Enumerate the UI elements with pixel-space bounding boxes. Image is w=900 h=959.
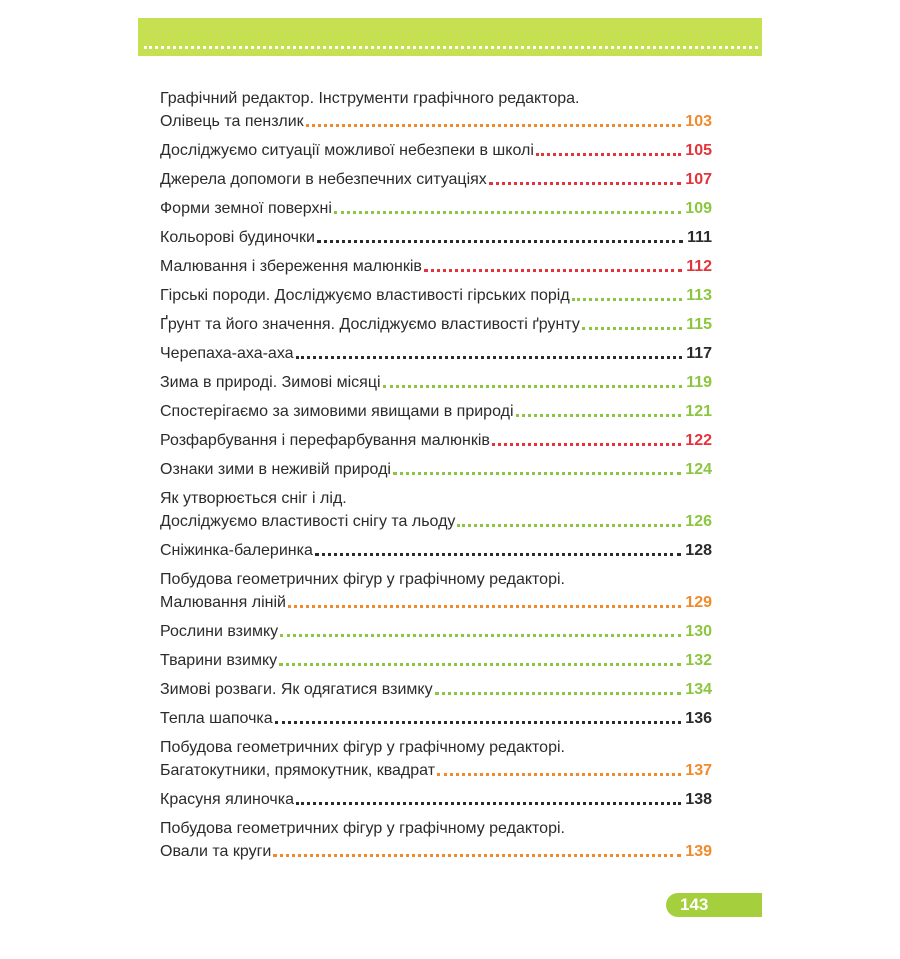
page-number: 143 [680, 895, 709, 914]
toc-entry-page: 119 [686, 374, 712, 391]
dot-leader [315, 553, 681, 556]
toc-entry [160, 534, 712, 563]
toc-entry-page: 137 [685, 762, 712, 779]
toc-entry [160, 88, 712, 134]
toc-entry [160, 615, 712, 644]
toc-entry-page: 107 [685, 171, 712, 188]
toc-entry-title: Зимові розваги. Як одягатися взимку [160, 681, 433, 698]
toc-entry-title-line: Побудова геометричних фігур у графічному редакторі. [160, 571, 565, 588]
toc-entry [160, 453, 712, 482]
toc-entry-title: Олівець та пензлик [160, 113, 304, 130]
toc-entry-page: 113 [686, 287, 712, 304]
toc-entry-page: 103 [685, 113, 712, 130]
toc-entry [160, 395, 712, 424]
toc-entry-title-line: Побудова геометричних фігур у графічному редакторі. [160, 820, 565, 837]
dot-leader [296, 356, 683, 359]
dot-leader [275, 721, 682, 724]
table-of-contents [160, 82, 712, 864]
page-number-badge [666, 893, 762, 917]
header-dotted-line [144, 46, 758, 49]
toc-entry-row [160, 395, 712, 424]
toc-entry-title: Спостерігаємо за зимовими явищами в природі [160, 403, 514, 420]
dot-leader [457, 524, 681, 527]
toc-entry-title: Багатокутники, прямокутник, квадрат [160, 762, 436, 779]
toc-entry-title: Досліджуємо ситуації можливої небезпеки в школі [160, 142, 534, 159]
toc-entry-title: Рослини взимку [160, 623, 279, 640]
toc-entry-page: 124 [685, 461, 712, 478]
toc-entry-title: Форми земної поверхні [160, 200, 332, 217]
dot-leader [536, 153, 681, 156]
toc-entry-page: 111 [687, 229, 712, 246]
toc-entry [160, 308, 712, 337]
toc-entry [160, 134, 712, 163]
toc-entry-title-line: Графічний редактор. Інструменти графічного редактора. [160, 90, 580, 107]
dot-leader [424, 269, 682, 272]
dot-leader [279, 663, 681, 666]
toc-entry [160, 192, 712, 221]
toc-entry [160, 337, 712, 366]
toc-entry [160, 488, 712, 534]
toc-entry-row [160, 783, 712, 812]
header-bar [138, 18, 762, 56]
toc-entry-title: Гірські породи. Досліджуємо властивості гірських порід [160, 287, 570, 304]
toc-entry-page: 139 [685, 843, 712, 860]
toc-entry-row [160, 424, 712, 453]
toc-entry-page: 134 [685, 681, 712, 698]
toc-entry-page: 126 [685, 513, 712, 530]
toc-entry-row [160, 534, 712, 563]
toc-entry-title: Малювання і збереження малюнків [160, 258, 422, 275]
toc-entry-page: 121 [685, 403, 712, 420]
toc-entry-row [160, 591, 712, 615]
toc-entry-title: Зима в природі. Зимові місяці [160, 374, 381, 391]
toc-entry-row [160, 615, 712, 644]
toc-entry-title: Розфарбування і перефарбування малюнків [160, 432, 490, 449]
toc-entry-title: Тварини взимку [160, 652, 278, 669]
dot-leader [489, 182, 682, 185]
toc-entry-page: 129 [685, 594, 712, 611]
toc-entry [160, 737, 712, 783]
toc-entry [160, 279, 712, 308]
toc-entry-page: 122 [685, 432, 712, 449]
toc-entry-row [160, 644, 712, 673]
toc-entry-title-line: Побудова геометричних фігур у графічному редакторі. [160, 739, 565, 756]
toc-entry-page: 117 [686, 345, 712, 362]
dot-leader [288, 605, 681, 608]
dot-leader [273, 854, 681, 857]
toc-entry [160, 366, 712, 395]
toc-entry-row [160, 163, 712, 192]
toc-entry-page: 105 [685, 142, 712, 159]
toc-entry [160, 569, 712, 615]
toc-entry-row [160, 134, 712, 163]
dot-leader [334, 211, 681, 214]
toc-entry-row [160, 110, 712, 134]
toc-entry-row [160, 840, 712, 864]
toc-entry [160, 783, 712, 812]
toc-entry-page: 136 [685, 710, 712, 727]
toc-entry-row [160, 279, 712, 308]
toc-entry-page: 109 [685, 200, 712, 217]
dot-leader [435, 692, 682, 695]
toc-entry-page: 128 [685, 542, 712, 559]
dot-leader [296, 802, 681, 805]
toc-entry-row [160, 673, 712, 702]
toc-entry-row [160, 510, 712, 534]
toc-entry [160, 163, 712, 192]
dot-leader [437, 773, 681, 776]
toc-entry-row [160, 308, 712, 337]
toc-entry-title: Малювання ліній [160, 594, 286, 611]
dot-leader [516, 414, 682, 417]
toc-entry-row [160, 366, 712, 395]
dot-leader [393, 472, 681, 475]
toc-entry-row [160, 250, 712, 279]
toc-entry [160, 644, 712, 673]
toc-entry-title-line: Як утворюється сніг і лід. [160, 490, 347, 507]
toc-entry [160, 250, 712, 279]
toc-entry-page: 115 [686, 316, 712, 333]
toc-entry-title: Черепаха-аха-аха [160, 345, 294, 362]
toc-entry-title: Досліджуємо властивості снігу та льоду [160, 513, 456, 530]
dot-leader [383, 385, 683, 388]
toc-entry [160, 424, 712, 453]
dot-leader [306, 124, 682, 127]
toc-entry-row [160, 221, 712, 250]
toc-entry-page: 132 [685, 652, 712, 669]
toc-entry-page: 130 [685, 623, 712, 640]
dot-leader [492, 443, 681, 446]
dot-leader [280, 634, 681, 637]
toc-entry-row [160, 453, 712, 482]
dot-leader [582, 327, 682, 330]
toc-entry [160, 221, 712, 250]
toc-entry [160, 673, 712, 702]
toc-entry-title: Кольорові будиночки [160, 229, 315, 246]
toc-entry-title: Красуня ялиночка [160, 791, 294, 808]
toc-entry [160, 702, 712, 731]
toc-entry-title: Сніжинка-балеринка [160, 542, 313, 559]
toc-entry-title: Ґрунт та його значення. Досліджуємо властивості ґрунту [160, 316, 580, 333]
toc-entry-page: 138 [685, 791, 712, 808]
dot-leader [317, 240, 683, 243]
dot-leader [572, 298, 682, 301]
toc-entry-title: Овали та круги [160, 843, 272, 860]
toc-entry [160, 818, 712, 864]
toc-entry-page: 112 [686, 258, 712, 275]
toc-entry-row [160, 702, 712, 731]
toc-entry-title: Джерела допомоги в небезпечних ситуаціях [160, 171, 487, 188]
toc-entry-row [160, 337, 712, 366]
toc-entry-title: Ознаки зими в неживій природі [160, 461, 391, 478]
toc-entry-row [160, 192, 712, 221]
toc-entry-title: Тепла шапочка [160, 710, 273, 727]
toc-entry-row [160, 759, 712, 783]
